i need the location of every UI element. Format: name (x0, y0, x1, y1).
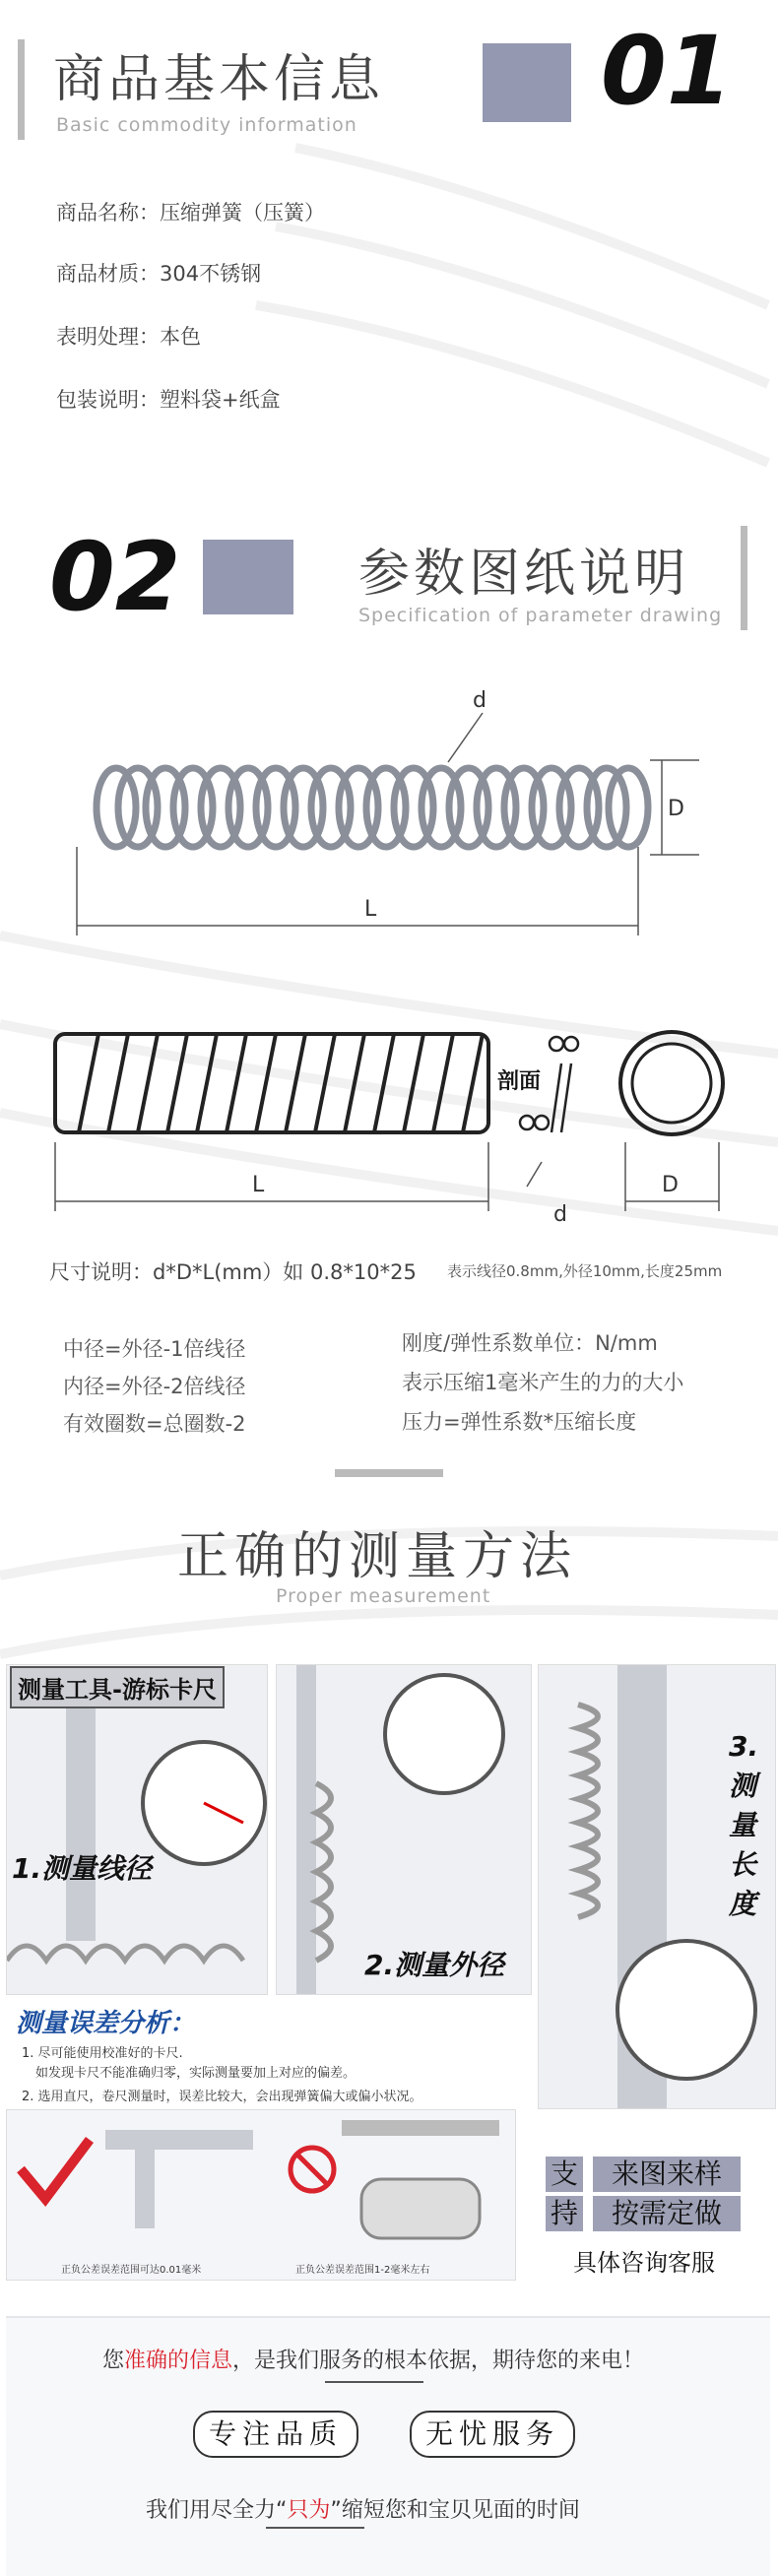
footer-underline (325, 2381, 423, 2383)
info-row-finish: 表明处理：本色 (56, 325, 201, 349)
dim-D-label: D (668, 797, 684, 821)
rule-left-3: 有效圈数=总圈数-2 (63, 1412, 246, 1436)
footer-bottom-line: 我们用尽全力“只为”缩短您和宝贝见面的时间 (146, 2498, 580, 2523)
support-char-b: 持 (546, 2196, 583, 2231)
info-row-package: 包装说明：塑料袋+纸盒 (56, 388, 281, 412)
size-label: 尺寸说明：d*D*L(mm）如 0.8*10*25 (49, 1260, 417, 1284)
custom-order-pill: 按需定做 (593, 2196, 741, 2231)
info-row-material: 商品材质：304不锈钢 (56, 262, 262, 286)
spring-line-diagram (39, 1014, 748, 1231)
error-note-2: 如发现卡尺不能准确归零，实际测量要加上对应的偏差。 (35, 2066, 357, 2081)
section2-subtitle: Specification of parameter drawing (358, 605, 723, 626)
divider-bar (335, 1469, 443, 1477)
tool-label: 测量工具-游标卡尺 (10, 1666, 225, 1708)
service-button[interactable]: 无忧服务 (410, 2411, 575, 2458)
caption-wire: 1.测量线径 (12, 1852, 153, 1885)
accent-block (483, 43, 571, 122)
rule-right-3: 压力=弹性系数*压缩长度 (402, 1410, 637, 1434)
footer-underline (266, 2527, 364, 2529)
title-bar (741, 526, 747, 630)
rule-right-2: 表示压缩1毫米产生的力的大小 (402, 1371, 684, 1394)
size-note: 表示线径0.8mm,外径10mm,长度25mm (447, 1262, 723, 1280)
error-note-3: 2. 选用直尺，卷尺测量时，误差比较大，会出现弹簧偏大或偏小状况。 (22, 2090, 422, 2104)
consult-text: 具体咨询客服 (573, 2249, 715, 2277)
section2-number: 02 (49, 522, 181, 632)
section2-title: 参数图纸说明 (358, 545, 690, 604)
footer-slogan: 您准确的信息，是我们服务的根本依据，期待您的来电！ (102, 2349, 645, 2373)
tolerance-tape: 正负公差误差范围1-2毫米左右 (295, 2265, 430, 2276)
title-bar (18, 39, 25, 140)
quality-button[interactable]: 专注品质 (193, 2411, 358, 2458)
accent-block (203, 540, 293, 614)
section1-title: 商品基本信息 (53, 50, 385, 109)
dim-L-label: L (252, 1173, 265, 1197)
caption-diameter: 2.测量外径 (364, 1949, 505, 1981)
tolerance-caliper: 正负公差误差范围可达0.01毫米 (61, 2265, 202, 2276)
dim-d-label: d (553, 1202, 567, 1227)
section1-subtitle: Basic commodity information (56, 114, 357, 136)
custom-sample-pill: 来图来样 (593, 2157, 741, 2192)
rule-left-1: 中径=外径-1倍线径 (63, 1337, 246, 1361)
caption-length: 3.测量长度 (729, 1730, 759, 1920)
dim-D-label: D (662, 1173, 679, 1197)
rule-right-1: 刚度/弹性系数单位：N/mm (402, 1331, 658, 1355)
support-char-a: 支 (546, 2157, 583, 2192)
rule-left-2: 内径=外径-2倍线径 (63, 1375, 246, 1398)
section1-number: 01 (601, 16, 733, 126)
section-label: 剖面 (497, 1069, 542, 1094)
dim-d-label: d (473, 688, 486, 713)
section3-subtitle: Proper measurement (276, 1585, 491, 1607)
spring-photo-diagram (59, 670, 729, 945)
dim-L-label: L (364, 897, 377, 922)
photo-measure-wire (6, 1664, 268, 1995)
info-row-name: 商品名称：压缩弹簧（压簧） (56, 201, 325, 225)
section3-title: 正确的测量方法 (177, 1527, 578, 1586)
error-illustration (6, 2109, 516, 2281)
error-note-1: 1. 尽可能使用校准好的卡尺. (22, 2046, 183, 2061)
error-title: 测量误差分析： (16, 2009, 196, 2038)
